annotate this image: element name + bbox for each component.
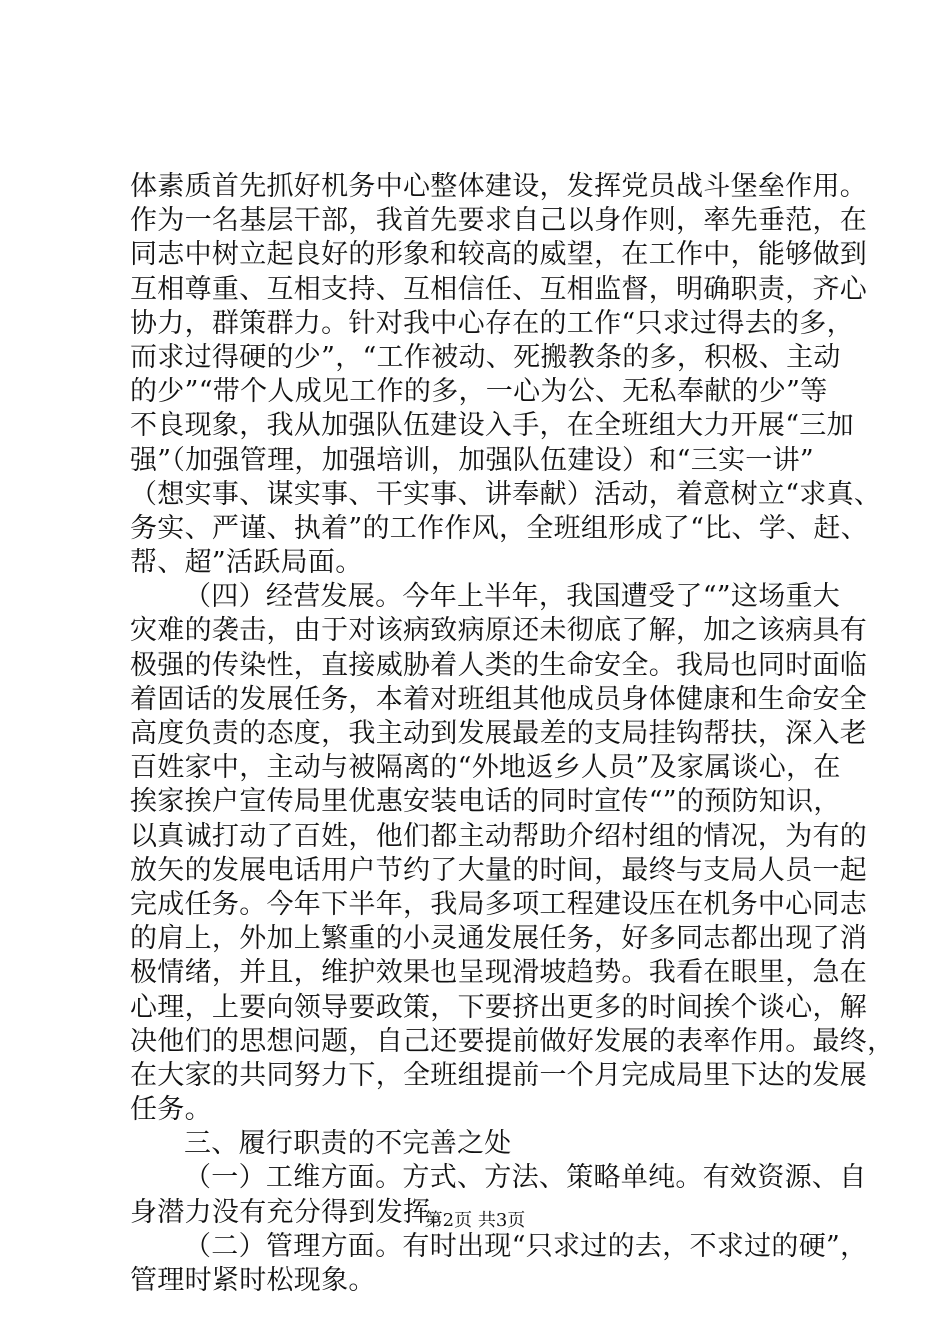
section-paragraph-start: （二）管理方面。有时出现“只求过的去，不求过的硬”， [184, 1230, 868, 1262]
section-heading: 三、履行职责的不完善之处 [184, 1128, 512, 1160]
text-line: 帮、超”活跃局面。 [130, 547, 363, 579]
text-line: 务实、严谨、执着”的工作作风，全班组形成了“比、学、赶、 [130, 512, 869, 544]
text-line: 心理，上要向领导要政策，下要挤出更多的时间挨个谈心，解 [130, 991, 868, 1023]
text-line: 的少”“带个人成见工作的多，一心为公、无私奉献的少”等 [130, 376, 828, 408]
text-line: 而求过得硬的少”，“工作被动、死搬教条的多，积极、主动 [130, 341, 841, 373]
text-line: 体素质首先抓好机务中心整体建设，发挥党员战斗堡垒作用。 [130, 171, 868, 202]
text-line: 极强的传染性，直接威胁着人类的生命安全。我局也同时面临 [130, 649, 868, 681]
body-text [130, 170, 895, 1298]
text-line: 着固话的发展任务，本着对班组其他成员身体健康和生命安全 [130, 683, 868, 715]
text-line: 极情绪，并且，维护效果也呈现滑坡趋势。我看在眼里，急在 [130, 957, 868, 989]
section-paragraph-start: （一）工维方面。方式、方法、策略单纯。有效资源、自 [184, 1162, 867, 1194]
text-line: 高度负责的态度，我主动到发展最差的支局挂钩帮扶，深入老 [130, 718, 868, 749]
text-line: 作为一名基层干部，我首先要求自己以身作则，率先垂范，在 [130, 205, 868, 237]
text-line: 在大家的共同努力下，全班组提前一个月完成局里下达的发展 [130, 1059, 868, 1091]
text-line: 决他们的思想问题，自己还要提前做好发展的表率作用。最终， [130, 1025, 895, 1057]
text-line: 挨家挨户宣传局里优惠安装电话的同时宣传“”的预防知识， [130, 786, 841, 818]
text-line: 身潜力没有充分得到发挥。 [130, 1196, 458, 1228]
text-line: （想实事、谋实事、干实事、讲奉献）活动，着意树立“求真、 [130, 478, 882, 510]
text-line: 完成任务。今年下半年，我局多项工程建设压在机务中心同志 [130, 888, 868, 920]
text-line: 不良现象，我从加强队伍建设入手，在全班组大力开展“三加 [130, 410, 854, 442]
text-line: 协力，群策群力。针对我中心存在的工作“只求过得去的多， [130, 307, 854, 339]
text-line: 灾难的袭击，由于对该病致病原还未彻底了解，加之该病具有 [130, 615, 868, 647]
text-line: 强”（加强管理，加强培训，加强队伍建设）和“三实一讲” [130, 444, 815, 476]
page-footer [0, 1209, 950, 1233]
text-line: 任务。 [130, 1094, 212, 1126]
page-number-label: 第2页 共3页 [424, 1210, 526, 1231]
text-line: 放矢的发展电话用户节约了大量的时间，最终与支局人员一起 [130, 854, 868, 886]
text-line: 以真诚打动了百姓，他们都主动帮助介绍村组的情况，为有的 [130, 820, 868, 852]
text-line: 互相尊重、互相支持、互相信任、互相监督，明确职责，齐心 [130, 273, 868, 305]
text-line: 同志中树立起良好的形象和较高的威望，在工作中，能够做到 [130, 239, 868, 271]
text-line: 的肩上，外加上繁重的小灵通发展任务，好多同志都出现了消 [130, 923, 868, 955]
section-paragraph-start: （四）经营发展。今年上半年，我国遭受了“”这场重大 [184, 581, 841, 613]
text-line: 百姓家中，主动与被隔离的“外地返乡人员”及家属谈心，在 [130, 752, 841, 784]
text-line: 管理时紧时松现象。 [130, 1265, 376, 1296]
